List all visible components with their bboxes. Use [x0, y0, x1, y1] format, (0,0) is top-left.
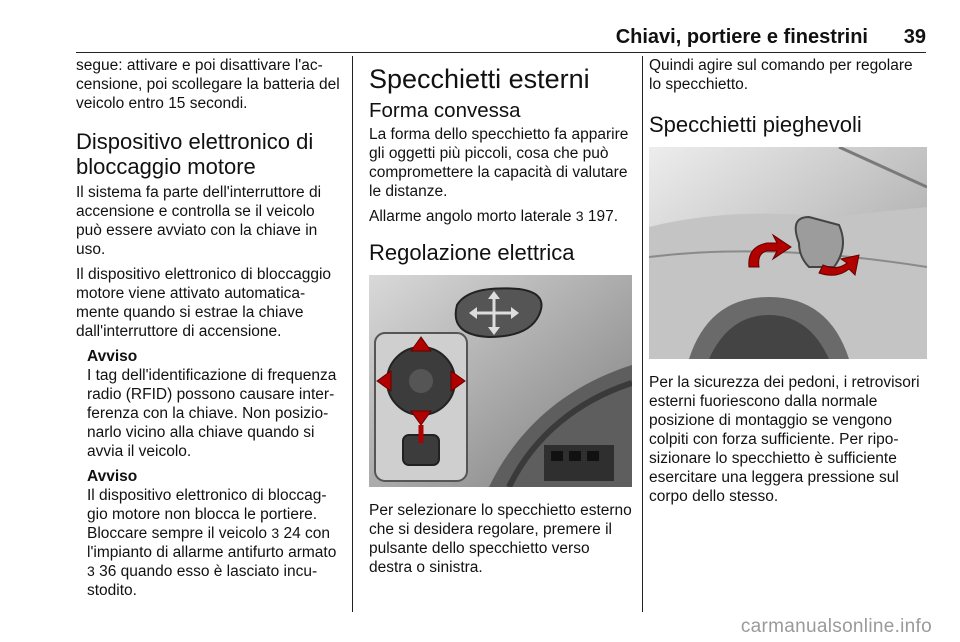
paragraph: Per selezionare lo specchietto esterno che si desidera regolare, premere il pulsante dello specchietto verso destra o sinistra. [369, 502, 632, 576]
mirror-control-illustration [369, 275, 632, 487]
subsection-heading: Regolazione elettrica [369, 240, 575, 265]
notice-title: Avviso [87, 468, 138, 485]
paragraph: La forma dello specchietto fa apparire gli oggetti più piccoli, cosa che può compromettere la capacità di valutare le distanze. [369, 126, 629, 200]
paragraph: Quindi agire sul comando per regolare lo specchietto. [649, 57, 913, 93]
header-rule [76, 52, 926, 53]
page-number: 39 [903, 26, 926, 48]
column-divider [352, 56, 353, 612]
column-divider [642, 56, 643, 612]
column-middle [369, 56, 632, 583]
header-title: Chiavi, portiere e finestrini [615, 26, 868, 48]
folding-mirror-illustration [649, 147, 927, 359]
paragraph: Allarme angolo morto laterale 3 197. [369, 208, 619, 225]
notice-box [76, 347, 342, 461]
notice-box [76, 467, 342, 600]
subsection-heading: Forma convessa [369, 99, 521, 122]
section-heading: Specchietti esterni [369, 64, 590, 94]
paragraph: Il sistema fa parte dell'interruttore di accensione e controlla se il veicolo può essere avviato con la chiave in uso. [76, 184, 322, 258]
section-heading: Specchietti pieghevoli [649, 112, 862, 137]
page-reference-link[interactable]: 24 [283, 525, 301, 542]
reference-arrow-icon: 3 [271, 525, 280, 541]
column-right [649, 56, 927, 512]
paragraph: Per la sicurezza dei pedoni, i retrovisori esterni fuoriescono dalla normale posizione di montaggio se vengono colpiti con forza sufficiente. Per riposizionare lo specchietto è sufficiente esercitare una leggera pressione sul corpo dello stesso. [649, 374, 920, 505]
page-reference-link[interactable]: 197 [587, 208, 614, 225]
page-header [76, 26, 926, 54]
mirror-control-panel [375, 333, 467, 481]
notice-text: Il dispositivo elettronico di bloccaggio motore non blocca le portiere. Bloccare sempre il veicolo 3 24 con l'impianto di allarme antifurto armato 3 36 quando esso è lasciato incustodito. [87, 487, 337, 599]
door-switch-panel [544, 445, 614, 481]
reference-arrow-icon: 3 [575, 208, 584, 224]
paragraph: segue: attivare e poi disattivare l'accensione, poi scollegare la batteria del veicolo entro 15 secondi. [76, 57, 340, 112]
page-reference-link[interactable]: 36 [99, 563, 117, 580]
paragraph: Il dispositivo elettronico di bloccaggio motore viene attivato automaticamente quando si estrae la chiave dall'interruttore di accensione. [76, 266, 332, 340]
notice-title: Avviso [87, 348, 138, 365]
notice-text: I tag dell'identificazione di frequenza radio (RFID) possono causare interferenza con la chiave. Non posizionarlo vicino alla chiave quando si avvia il veicolo. [87, 367, 337, 460]
column-left [76, 56, 342, 606]
section-heading: Dispositivo elettronico di bloccaggio motore [76, 129, 314, 179]
reference-arrow-icon: 3 [87, 563, 95, 579]
mirror-icon [796, 217, 843, 267]
watermark: carmanualsonline.info [740, 616, 932, 637]
